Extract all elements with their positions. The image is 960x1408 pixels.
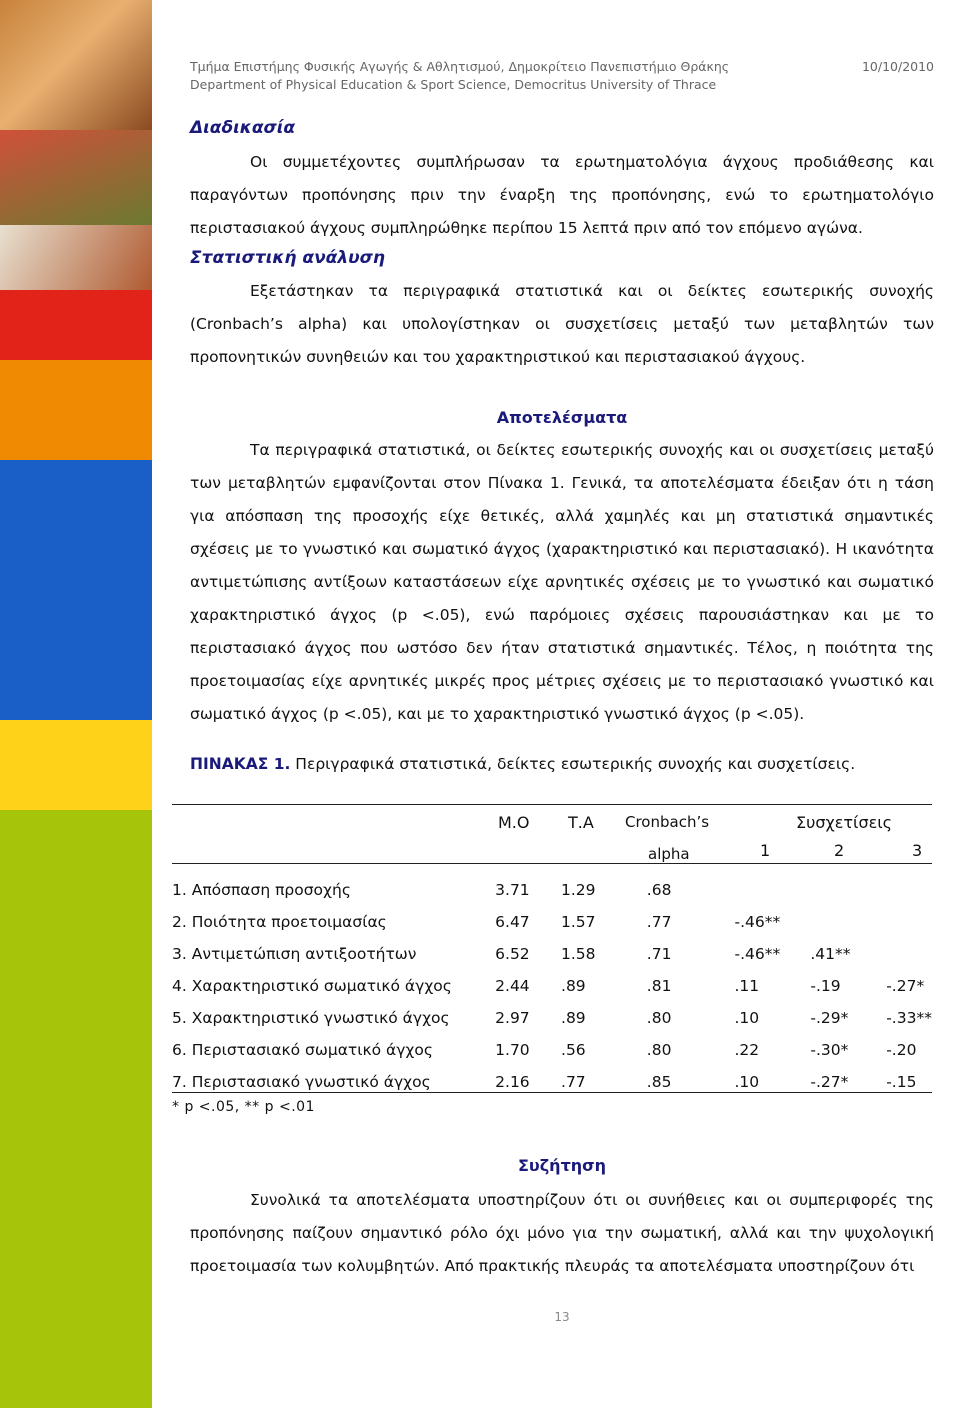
col-header-3: 3 [912,841,923,860]
table-cell-c1: -.46** [734,945,781,963]
table-cell-alpha: .80 [646,1041,672,1059]
table-header [172,805,932,864]
table-cell-alpha: .77 [646,913,672,931]
table-cell-c1: .22 [734,1041,760,1059]
main-content [190,118,934,773]
table-cell-c1: .10 [734,1009,760,1027]
table-cell-label: 6. Περιστασιακό σωματικό άγχος [172,1041,433,1059]
table-cell-label: 4. Χαρακτηριστικό σωματικό άγχος [172,977,452,995]
table-cell-label: 3. Αντιμετώπιση αντιξοοτήτων [172,945,417,963]
discussion-text: Συνολικά τα αποτελέσματα υποστηρίζουν ότι οι συνήθειες και οι συμπεριφορές της προπόνησης παίζουν σημαντικό ρόλο όχι μόνο για την σωματική, αλλά και την ψυχολογική προετοιμασία των κολυμβητών. Από πρακτικής πλευράς τα αποτελέσματα υποστηρίζουν ότι [190,1191,934,1275]
table-cell-c3 [886,938,932,970]
table-cell-label: 7. Περιστασιακό γνωστικό άγχος [172,1073,431,1091]
table-cell-mo: 3.71 [495,881,530,899]
table-cell-c3: -.27* [886,977,925,995]
discussion-title: Συζήτηση [517,1156,607,1175]
table-cell-c3 [886,906,932,938]
table-cell-c2: -.30* [810,1041,849,1059]
table-caption [190,755,934,773]
table-cell-c2: -.19 [810,977,841,995]
photo-band [0,130,152,225]
decorative-sidebar [0,0,152,1408]
table-cell-c2 [810,874,886,906]
col-header-ta: Τ.Α [568,813,594,832]
header-greek: Τμήμα Επιστήμης Φυσικής Αγωγής & Αθλητισμού, Δημοκρίτειο Πανεπιστήμιο Θράκης [190,59,730,74]
table-cell-label: 1. Απόσπαση προσοχής [172,881,351,899]
col-header-alpha: alpha [648,845,690,863]
table-cell-label: 5. Χαρακτηριστικό γνωστικό άγχος [172,1009,450,1027]
table-cell-c3: -.33** [886,1009,932,1027]
table-cell-ta: 1.58 [561,945,596,963]
table-row [172,970,932,1002]
header-english: Department of Physical Education & Sport Science, Democritus University of Thrace [190,77,717,92]
table-cell-c3: -.20 [886,1041,917,1059]
table-body [172,874,932,1098]
header-date: 10/10/2010 [861,59,934,74]
table-caption-text: Περιγραφικά στατιστικά, δείκτες εσωτερικής συνοχής και συσχετίσεις. [290,755,856,773]
table-row [172,1066,932,1098]
table-cell-c1: .10 [734,1073,760,1091]
table-cell-c2 [810,906,886,938]
col-header-cronbach: Cronbach’s [625,813,710,831]
col-header-mo: Μ.Ο [498,813,530,832]
table-cell-alpha: .71 [646,945,672,963]
discussion-section [190,1156,934,1283]
table-caption-label: ΠΙΝΑΚΑΣ 1. [190,755,291,773]
page-header [190,58,934,94]
table-row [172,938,932,970]
table-1 [172,804,932,1115]
photo-band [0,0,152,130]
table-cell-mo: 2.97 [495,1009,530,1027]
table-cell-c1: .11 [734,977,760,995]
color-band-blue [0,460,152,720]
table-cell-c2: -.29* [810,1009,849,1027]
table-cell-mo: 2.44 [495,977,530,995]
table-cell-mo: 6.47 [495,913,530,931]
results-title: Αποτελέσματα [496,408,628,427]
page-number: 13 [554,1310,570,1324]
table-cell-alpha: .80 [646,1009,672,1027]
stats-title: Στατιστική ανάλυση [190,248,385,268]
table-cell-ta: .89 [561,977,586,995]
table-cell-mo: 1.70 [495,1041,530,1059]
table-cell-c1: -.46** [734,913,781,931]
table-cell-c3 [886,874,932,906]
procedure-title: Διαδικασία [190,118,296,138]
col-header-1: 1 [760,841,771,860]
table-cell-alpha: .81 [646,977,672,995]
col-header-correlations: Συσχετίσεις [796,813,893,832]
stats-text: Εξετάστηκαν τα περιγραφικά στατιστικά και οι δείκτες εσωτερικής συνοχής (Cronbach’s alpha) και υπολογίστηκαν οι συσχετίσεις μεταξύ των μεταβλητών των προπονητικών συνηθειών και του χαρακτηριστικού και περιστασιακού άγχους. [190,282,934,366]
table-cell-alpha: .68 [646,881,672,899]
table-cell-ta: .89 [561,1009,586,1027]
table-row [172,1034,932,1066]
results-text: Τα περιγραφικά στατιστικά, οι δείκτες εσωτερικής συνοχής και οι συσχετίσεις μεταξύ των μεταβλητών εμφανίζονται στον Πίνακα 1. Γενικά, τα αποτελέσματα έδειξαν ότι η τάση για απόσπαση της προσοχής είχε θετικές, αλλά χαμηλές και μη στατιστικά σημαντικές σχέσεις με το γνωστικό και σωματικό άγχος (χαρακτηριστικό και περιστασιακό). Η ικανότητα αντιμετώπισης αντίξοων καταστάσεων είχε αρνητικές σχέσεις με το γνωστικό και σωματικό χαρακτηριστικό άγχος (p <.05), ενώ παρόμοιες σχέσεις παρουσιάστηκαν και με το περιστασιακό άγχος που ωστόσο δεν ήταν στατιστικά σημαντικές. Τέλος, η ποιότητα της προετοιμασίας είχε αρνητικές μικρές προς μέτριες σχέσεις με το περιστασιακό γνωστικό και σωματικό άγχος (p <.05), και με το χαρακτηριστικό γνωστικό άγχος (p <.05). [190,441,934,723]
table-cell-ta: 1.57 [561,913,596,931]
procedure-text: Οι συμμετέχοντες συμπλήρωσαν τα ερωτηματολόγια άγχους προδιάθεσης και παραγόντων προπόνησης πριν την έναρξη της προπόνησης, ενώ το ερωτηματολόγιο περιστασιακού άγχους συμπληρώθηκε περίπου 15 λεπτά πριν από τον επόμενο αγώνα. [190,153,934,237]
table-cell-label: 2. Ποιότητα προετοιμασίας [172,913,387,931]
table-cell-mo: 2.16 [495,1073,530,1091]
color-band-orange [0,360,152,460]
color-band-yellow [0,720,152,810]
color-band-red [0,290,152,360]
table-cell-ta: .77 [561,1073,586,1091]
table-cell-c1 [735,874,811,906]
col-header-2: 2 [834,841,845,860]
table-note: * p <.05, ** p <.01 [172,1099,315,1115]
table-cell-alpha: .85 [646,1073,672,1091]
table-row [172,1002,932,1034]
table-cell-c2: .41** [810,945,851,963]
table-cell-ta: .56 [561,1041,586,1059]
table-row [172,874,932,906]
table-cell-ta: 1.29 [561,881,596,899]
table-cell-c3: -.15 [886,1073,917,1091]
table-cell-c2: -.27* [810,1073,849,1091]
table-cell-mo: 6.52 [495,945,530,963]
table-row [172,906,932,938]
photo-band [0,225,152,290]
